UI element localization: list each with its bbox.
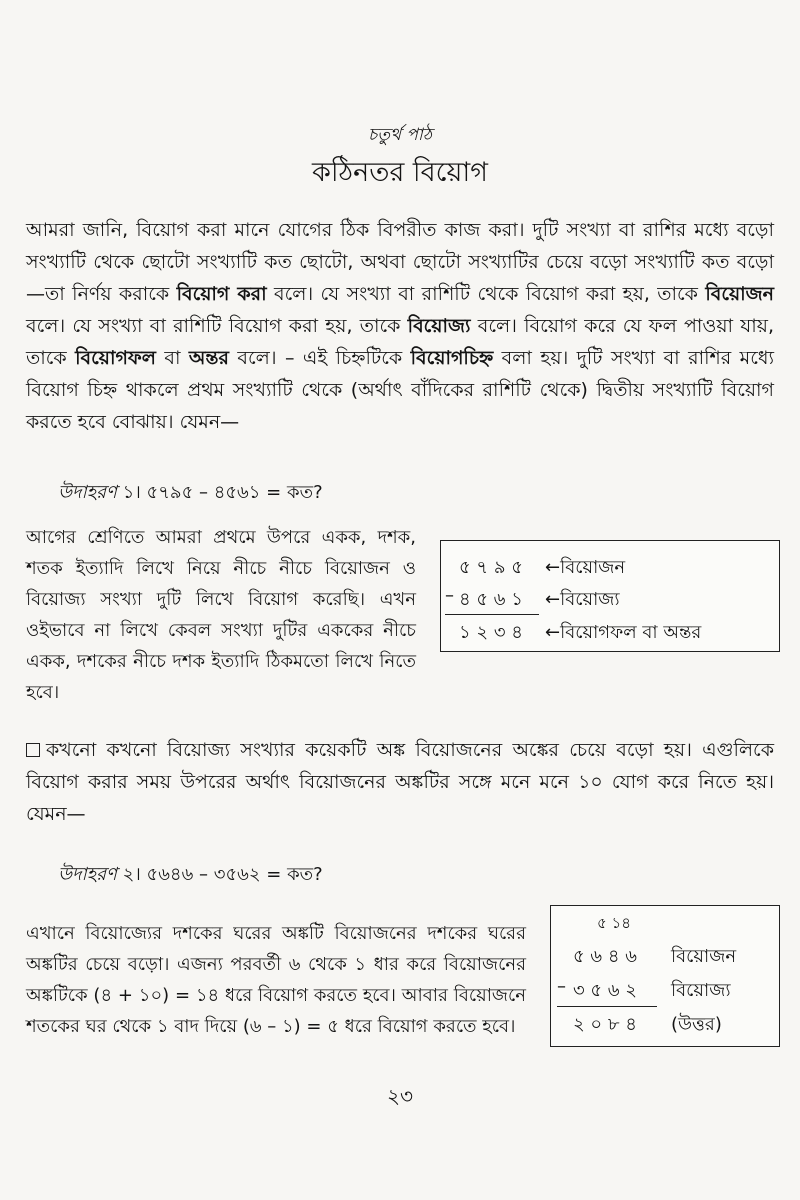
example-statement: ২। ৫৬৪৬ – ৩৫৬২ = কত? [116, 864, 323, 885]
example-2-box [550, 905, 780, 1047]
example-label: উদাহরণ [58, 482, 117, 503]
difference-digits: ১ ২ ৩ ৪ [459, 622, 523, 643]
sum-rule [445, 614, 539, 615]
note-text: কখনো কখনো বিয়োজ্য সংখ্যার কয়েকটি অঙ্ক বিয়োজনের অঙ্কের চেয়ে বড়ো হয়। এগুলিকে বিয়োগ করার সময় উপরের অর্থাৎ বিয়োজনের অঙ্কটির সঙ্গে মনে মনে ১০ যোগ করে নিতে হয়। যেমন— [26, 739, 774, 825]
minus-sign: – [445, 585, 454, 606]
intro-text: বা [155, 347, 189, 369]
carry-digits: ৫ ১৪ [597, 914, 631, 932]
minuend-digits: ৫ ৬ ৪ ৬ [573, 946, 637, 967]
minuend-digits: ৫ ৭ ৯ ৫ [459, 557, 523, 578]
example-2-heading [58, 860, 323, 891]
minus-sign: – [557, 976, 566, 997]
term-minuend: বিয়োজন [705, 283, 775, 305]
term-subtraction: বিয়োগ করা [176, 283, 267, 305]
page-title: কঠিনতর বিয়োগ [312, 157, 488, 188]
subtrahend-label: ←বিয়োজ্য [545, 589, 620, 610]
intro-paragraph [26, 214, 774, 438]
subtrahend-digits: ৩ ৫ ৬ ২ [573, 980, 637, 1001]
example-statement: ১। ৫৭৯৫ – ৪৫৬১ = কত? [116, 482, 323, 503]
example-1-box [440, 540, 780, 652]
intro-text: বলে। বিয়োগ করে যে ফল পাওয়া যায়, তাকে [26, 315, 774, 369]
minuend-label: ←বিয়োজন [545, 557, 626, 578]
intro-text: বলে। যে সংখ্যা বা রাশিটি বিয়োগ করা হয়, তাকে [26, 315, 408, 337]
term-difference: বিয়োগফল [75, 347, 156, 369]
term-remainder: অন্তর [188, 347, 229, 369]
subtrahend-label: বিয়োজ্য [671, 980, 731, 1001]
intro-text: বলা হয়। দুটি সংখ্যা বা রাশির মধ্যে বিয়োগ চিহ্ন থাকলে প্রথম সংখ্যাটি থেকে (অর্থাৎ বাঁদিকের রাশিটি থেকে) দ্বিতীয় সংখ্যাটি বিয়োগ করতে হবে বোঝায়। যেমন— [26, 347, 774, 433]
example-1-explanation: আগের শ্রেণিতে আমরা প্রথমে উপরে একক, দশক, শতক ইত্যাদি লিখে নিয়ে নীচে নীচে বিয়োজন ও বিয়োজ্য সংখ্যা দুটি লিখে বিয়োগ করেছি। এখন ওইভাবে না লিখে কেবল সংখ্যা দুটির এককের নীচে একক, দশকের নীচে দশক ইত্যাদি ঠিকমতো লিখে নিতে হবে। [26, 527, 416, 703]
checkbox-square-icon [26, 743, 40, 757]
term-minus-sign: বিয়োগচিহ্ন [410, 347, 494, 369]
answer-digits: ২ ০ ৮ ৪ [573, 1014, 637, 1035]
page-number: ২৩ [386, 1084, 413, 1108]
example-2-explanation: এখানে বিয়োজ্যের দশকের ঘরের অঙ্কটি বিয়োজনের দশকের ঘরের অঙ্কটির চেয়ে বড়ো। এজন্য পরবর্তী ৬ থেকে ১ ধার করে বিয়োজনের অঙ্কটিকে (৪ + ১০) = ১৪ ধরে বিয়োগ করতে হবে। আবার বিয়োজনে শতকের ঘর থেকে ১ বাদ দিয়ে (৬ – ১) = ৫ ধরে বিয়োগ করতে হবে। [26, 923, 526, 1037]
example-label: উদাহরণ [58, 864, 117, 885]
lesson-number: চতুর্থ পাঠ [368, 125, 432, 145]
difference-label: ←বিয়োগফল বা অন্তর [545, 622, 702, 643]
note-paragraph [26, 734, 774, 830]
subtrahend-digits: ৪ ৫ ৬ ১ [459, 589, 523, 610]
intro-text: বলে। – এই চিহ্নটিকে [228, 347, 411, 369]
example-1-heading [58, 478, 323, 509]
minuend-label: বিয়োজন [671, 946, 737, 967]
term-subtrahend: বিয়োজ্য [407, 315, 471, 337]
intro-text: বলে। যে সংখ্যা বা রাশিটি থেকে বিয়োগ করা হয়, তাকে [266, 283, 706, 305]
intro-text: আমরা জানি, বিয়োগ করা মানে যোগের ঠিক বিপরীত কাজ করা। দুটি সংখ্যা বা রাশির মধ্যে বড়ো সংখ্যাটি থেকে ছোটো সংখ্যাটি কত ছোটো, অথবা ছোটো সংখ্যাটির চেয়ে বড়ো সংখ্যাটি কত বড়ো—তা নির্ণয় করাকে [26, 219, 774, 305]
sum-rule [557, 1006, 657, 1007]
answer-label: (উত্তর) [671, 1014, 722, 1035]
